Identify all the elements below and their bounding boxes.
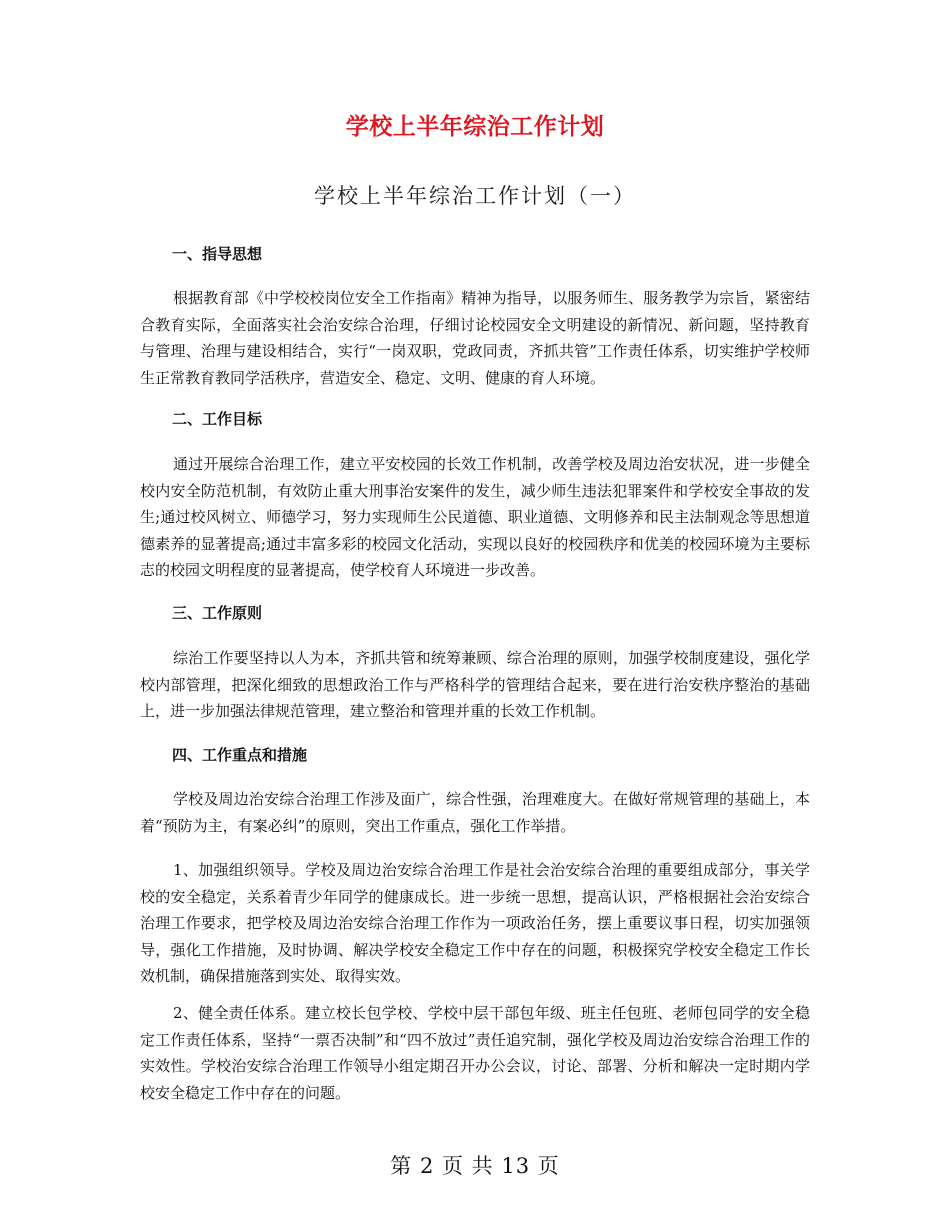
paragraph-work-principles: 综治工作要坚持以人为本，齐抓共管和统筹兼顾、综合治理的原则，加强学校制度建设，强化学校内部管理，把深化细致的思想政治工作与严格科学的管理结合起来，要在进行治安秩序整治的基础上，进一步加强法律规范管理，建立整治和管理并重的长效工作机制。 [140,649,810,720]
paragraph-measure-responsibility: 2、健全责任体系。建立校长包学校、学校中层干部包年级、班主任包班、老师包同学的安全稳定工作责任体系，坚持“一票否决制”和“四不放过”责任追究制，强化学校及周边治安综合治理工作的实效性。学校治安综合治理工作领导小组定期召开办公会议，讨论、部署、分析和解决一定时期内学校安全稳定工作中存在的问题。 [140,1004,810,1102]
paragraph-key-measures-intro: 学校及周边治安综合治理工作涉及面广，综合性强，治理难度大。在做好常规管理的基础上，本着“预防为主，有案必纠”的原则，突出工作重点，强化工作举措。 [140,790,810,835]
document-subtitle: 学校上半年综治工作计划（一） [314,184,636,208]
section-heading-work-principles: 三、工作原则 [172,604,263,622]
document-title: 学校上半年综治工作计划 [345,114,605,140]
paragraph-measure-organization: 1、加强组织领导。学校及周边治安综合治理工作是社会治安综合治理的重要组成部分，事关学校的安全稳定，关系着青少年同学的健康成长。进一步统一思想，提高认识，严格根据社会治安综合治理工作要求，把学校及周边治安综合治理工作作为一项政治任务，摆上重要议事日程，切实加强领导，强化工作措施，及时协调、解决学校安全稳定工作中存在的问题，积极探究学校安全稳定工作长效机制，确保措施落到实处、取得实效。 [140,861,810,985]
section-heading-work-goals: 二、工作目标 [172,410,263,428]
page-footer: 第 2 页 共 13 页 [390,1154,560,1178]
section-heading-guiding-thought: 一、指导思想 [172,245,263,263]
paragraph-guiding-thought: 根据教育部《中学校校岗位安全工作指南》精神为指导，以服务师生、服务教学为宗旨，紧密结合教育实际，全面落实社会治安综合治理，仔细讨论校园安全文明建设的新情况、新问题，坚持教育与管理、治理与建设相结合，实行“一岗双职，党政同责，齐抓共管”工作责任体系，切实维护学校师生正常教育教同学活秩序，营造安全、稳定、文明、健康的育人环境。 [140,289,810,387]
section-heading-key-measures: 四、工作重点和措施 [172,746,308,764]
paragraph-work-goals: 通过开展综合治理工作，建立平安校园的长效工作机制，改善学校及周边治安状况，进一步健全校内安全防范机制，有效防止重大刑事治安案件的发生，减少师生违法犯罪案件和学校安全事故的发生;通过校风树立、师德学习，努力实现师生公民道德、职业道德、文明修养和民主法制观念等思想道德素养的显著提高;通过丰富多彩的校园文化活动，实现以良好的校园秩序和优美的校园环境为主要标志的校园文明程度的显著提高，使学校育人环境进一步改善。 [140,455,810,579]
